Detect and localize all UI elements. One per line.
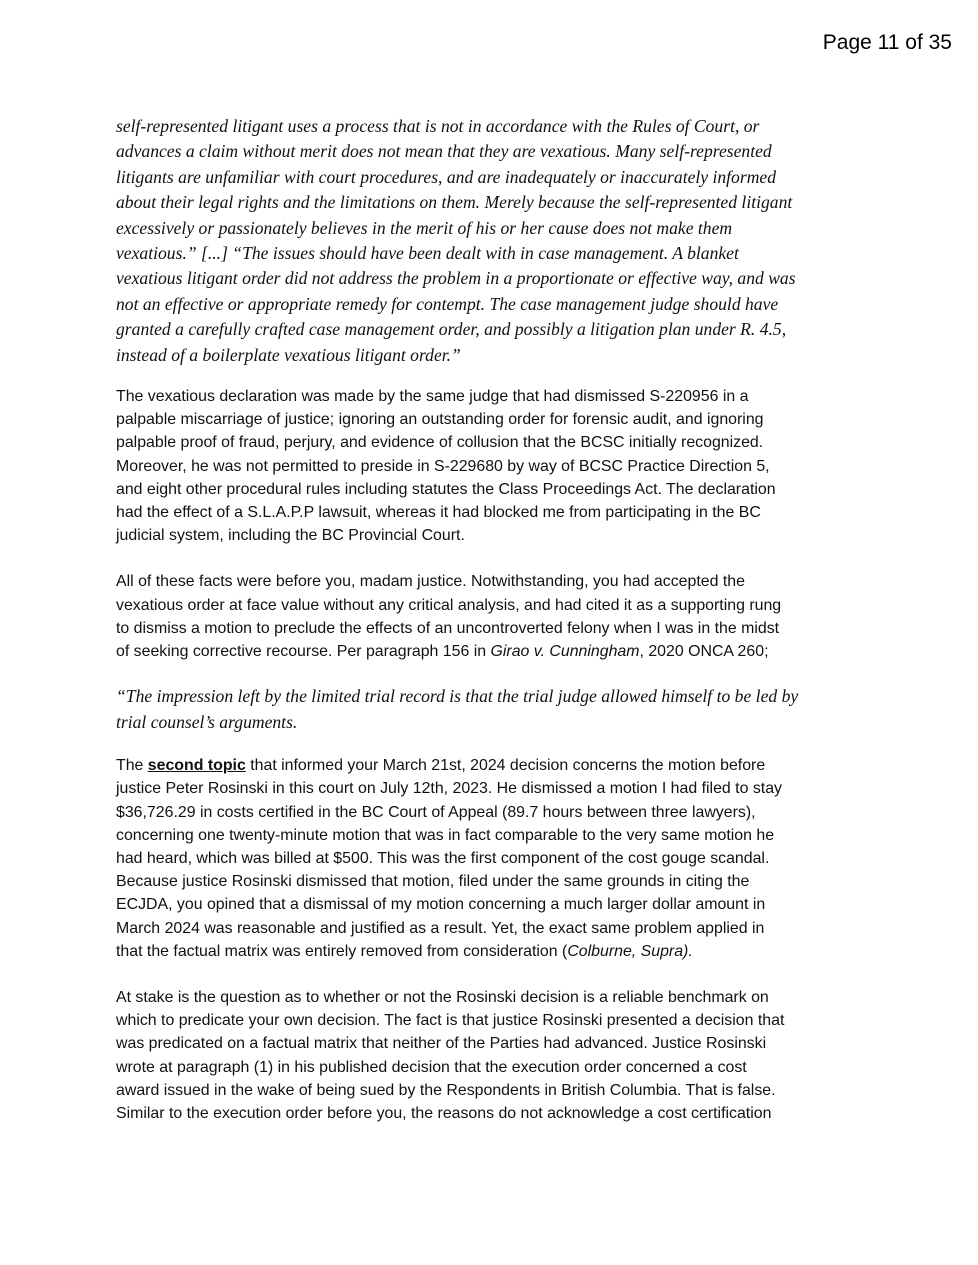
- quote-line: excessively or passionately believes in the merit of his or her cause does not make them: [116, 217, 733, 238]
- case-citation: Colburne, Supra).: [567, 942, 693, 960]
- text-line: award issued in the wake of being sued by the Respondents in British Columbia. That is false.: [116, 1081, 776, 1099]
- text-line: vexatious order at face value without any critical analysis, and had cited it as a supporting rung: [116, 596, 782, 614]
- case-citation: Girao v. Cunningham: [490, 643, 640, 661]
- paragraph-second-topic: [116, 754, 866, 963]
- text-line: judicial system, including the BC Provincial Court.: [116, 527, 465, 545]
- text-line: that the factual matrix was entirely removed from consideration (: [116, 942, 568, 960]
- block-quote-vexatious: [116, 114, 866, 368]
- text-line: had heard, which was billed at $500. This was the first component of the cost gouge scandal.: [116, 849, 770, 867]
- text-line: of seeking corrective recourse. Per paragraph 156 in: [116, 643, 491, 661]
- text-line: ECJDA, you opined that a dismissal of my motion concerning a much larger dollar amount in: [116, 896, 766, 914]
- quote-line: litigants are unfamiliar with court procedures, and are inadequately or inaccurately informed: [116, 166, 777, 187]
- emphasis-second-topic: second topic: [147, 757, 246, 775]
- text-line: Moreover, he was not permitted to preside in S-229680 by way of BCSC Practice Direction 5,: [116, 457, 770, 475]
- paragraph-rosinski-benchmark: [116, 986, 866, 1125]
- text-line: March 2024 was reasonable and justified as a result. Yet, the exact same problem applied in: [116, 919, 765, 937]
- text-line: was predicated on a factual matrix that neither of the Parties had advanced. Justice Rosinski: [116, 1035, 767, 1053]
- text-line: wrote at paragraph (1) in his published decision that the execution order concerned a cost: [116, 1058, 747, 1076]
- quote-line: self-represented litigant uses a process that is not in accordance with the Rules of Court, or: [116, 116, 760, 136]
- paragraph-vexatious-declaration: [116, 385, 866, 547]
- text-line: Similar to the execution order before you, the reasons do not acknowledge a cost certification: [116, 1104, 772, 1122]
- paragraph-facts-before-justice: [116, 570, 866, 663]
- text-line: palpable proof of fraud, perjury, and evidence of collusion that the BCSC initially recognized.: [116, 434, 764, 452]
- quote-line: trial counsel’s arguments.: [116, 711, 298, 732]
- quote-line: not an effective or appropriate remedy for contempt. The case management judge should have: [116, 293, 779, 314]
- text-line: All of these facts were before you, madam justice. Notwithstanding, you had accepted the: [116, 573, 745, 591]
- text-line: Because justice Rosinski dismissed that motion, filed under the same grounds in citing the: [116, 873, 750, 891]
- quote-line: about their legal rights and the limitations on them. Merely because the self-represented litigant: [116, 192, 793, 213]
- quote-line: vexatious.” [...] “The issues should have been dealt with in case management. A blanket: [116, 243, 739, 264]
- text-line: had the effect of a S.L.A.P.P lawsuit, whereas it had blocked me from participating in the BC: [116, 504, 761, 522]
- quote-line: instead of a boilerplate vexatious litigant order.”: [116, 344, 461, 365]
- quote-line: advances a claim without merit does not mean that they are vexatious. Many self-represented: [116, 141, 772, 162]
- text-line: $36,726.29 in costs certified in the BC Court of Appeal (89.7 hours between three lawyers),: [116, 803, 756, 821]
- text-line: justice Peter Rosinski in this court on July 12th, 2023. He dismissed a motion I had filed to stay: [116, 780, 782, 798]
- text-line: to dismiss a motion to preclude the effects of an uncontroverted felony when I was in the midst: [116, 619, 780, 637]
- text-line: , 2020 ONCA 260;: [639, 643, 769, 661]
- text-line: palpable miscarriage of justice; ignoring an outstanding order for forensic audit, and ignoring: [116, 411, 764, 429]
- quote-line: granted a carefully crafted case management order, and possibly a litigation plan under R. 4.5,: [116, 319, 787, 340]
- text-line: concerning one twenty-minute motion that was in fact comparable to the very same motion he: [116, 826, 775, 844]
- text-line: that informed your March 21st, 2024 decision concerns the motion before: [245, 757, 766, 775]
- text-line: and eight other procedural rules including statutes the Class Proceedings Act. The declaration: [116, 480, 776, 498]
- quote-line: “The impression left by the limited trial record is that the trial judge allowed himself to be led by: [116, 686, 799, 707]
- page-number: Page 11 of 35: [822, 31, 952, 54]
- block-quote-trial-record: [116, 684, 866, 735]
- text-line: which to predicate your own decision. The fact is that justice Rosinski presented a decision that: [116, 1012, 785, 1030]
- text-line: The vexatious declaration was made by the same judge that had dismissed S-220956 in a: [116, 388, 749, 406]
- text-line: At stake is the question as to whether or not the Rosinski decision is a reliable benchmark on: [116, 988, 769, 1006]
- text-line: The: [116, 757, 148, 775]
- quote-line: vexatious litigant order did not address the problem in a proportionate or effective way, and was: [116, 268, 796, 289]
- document-body: [116, 114, 866, 1125]
